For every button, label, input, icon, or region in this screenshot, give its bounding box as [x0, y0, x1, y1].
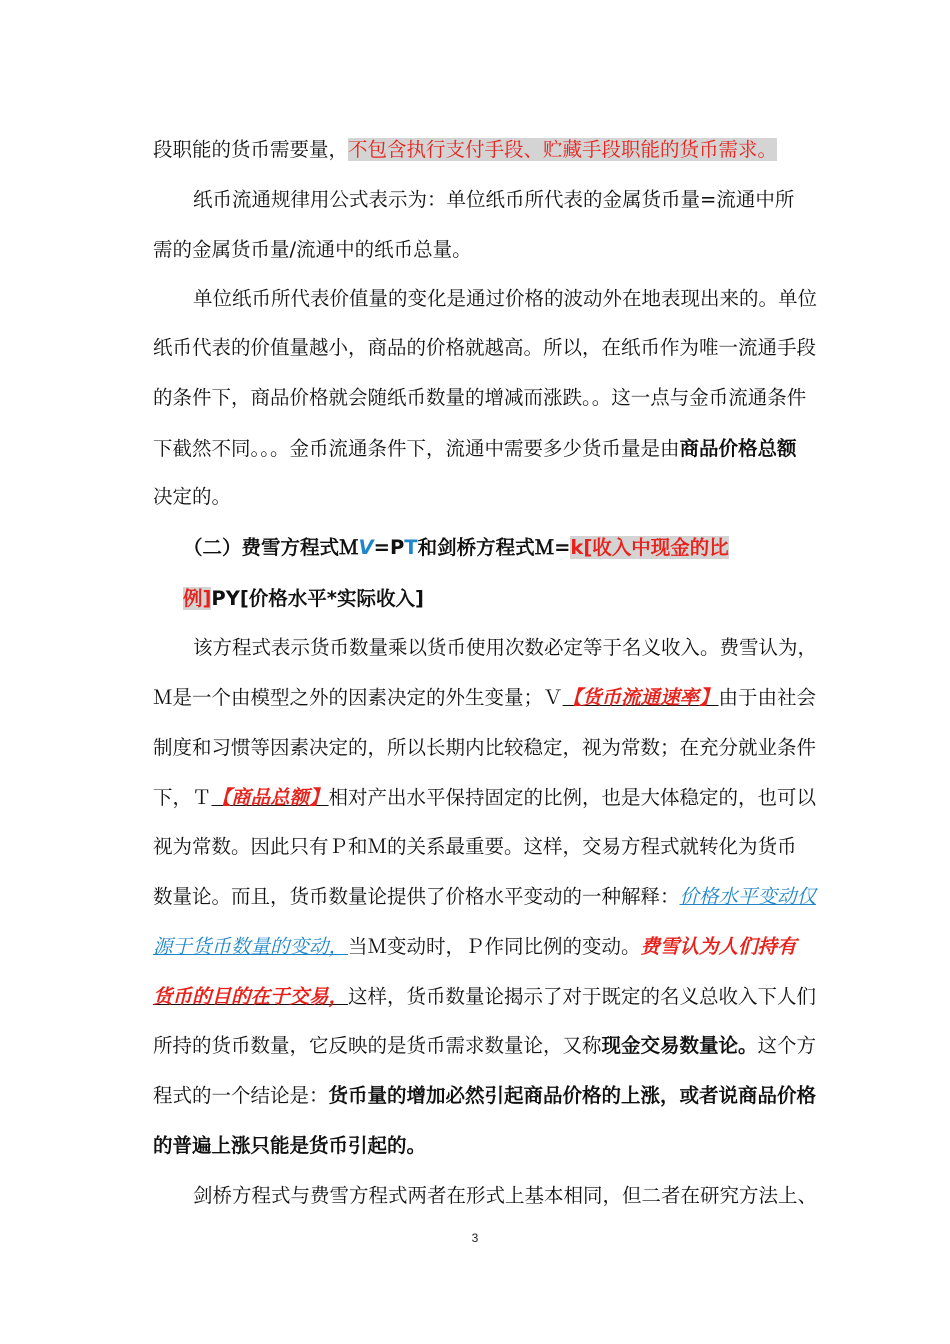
text-run: 程式的一个结论是： — [153, 1084, 329, 1107]
text-run: 的条件下，商品价格就会随纸币数量的增减而涨跌。。这一点与金币流通条件 — [153, 386, 807, 409]
paragraph-start — [193, 633, 853, 663]
text-run: Ｍ是一个由模型之外的因素决定的外生变量；Ｖ — [153, 686, 563, 709]
annotation-text: 【货币流通速率】 — [562, 686, 719, 709]
text-line — [153, 733, 817, 763]
highlighted-heading-text: k[收入中现金的比 — [570, 536, 729, 559]
text-line — [153, 783, 817, 813]
text-line — [153, 383, 813, 413]
text-line — [153, 135, 813, 165]
heading-text: （二）费雪方程式Ｍ — [183, 536, 359, 559]
text-run: 下截然不同。。。金币流通条件下，流通中需要多少货币量是由 — [153, 437, 680, 460]
text-run: 相对产出水平保持固定的比例，也是大体稳定的，也可以 — [328, 786, 817, 809]
text-line — [153, 932, 813, 962]
text-run: 剑桥方程式与费雪方程式两者在形式上基本相同，但二者在研究方法上、 — [193, 1184, 818, 1207]
text-run: 由于由社会 — [718, 686, 817, 709]
text-line — [153, 333, 817, 363]
heading-text: PY[价格水平*实际收入] — [211, 587, 424, 610]
bold-text: 的普遍上涨只能是货币引起的。 — [153, 1134, 427, 1157]
highlighted-heading-text: 例] — [183, 587, 212, 610]
section-heading-cont — [183, 584, 843, 614]
text-line — [153, 1031, 817, 1061]
text-line — [153, 683, 817, 713]
highlighted-text: 不包含执行支付手段、贮藏手段职能的货币需求。 — [348, 138, 778, 161]
text-line — [153, 882, 817, 912]
text-line — [153, 982, 817, 1012]
text-run: 纸币流通规律用公式表示为：单位纸币所代表的金属货币量=流通中所 — [193, 188, 795, 211]
text-run: 决定的。 — [153, 485, 232, 508]
bold-text: 商品价格总额 — [679, 437, 797, 460]
text-run: 视为常数。因此只有Ｐ和Ｍ的关系最重要。这样，交易方程式就转化为货币 — [153, 835, 797, 858]
heading-text: 和剑桥方程式Ｍ= — [417, 536, 571, 559]
bold-text: 货币量的增加必然引起商品价格的上涨，或者说商品价格 — [328, 1084, 817, 1107]
text-run: 这样，货币数量论揭示了对于既定的名义总收入下人们 — [348, 985, 817, 1008]
text-line — [153, 482, 813, 512]
annotation-text: 【商品总额】 — [211, 786, 329, 809]
text-line — [153, 1081, 817, 1111]
page-number: 3 — [471, 1231, 479, 1245]
text-run: 下，Ｔ — [153, 786, 212, 809]
heading-text: =P — [373, 536, 405, 559]
paragraph-start — [193, 1181, 853, 1211]
paragraph-start — [193, 185, 853, 215]
text-run: 所持的货币数量，它反映的是货币需求数量论，又称 — [153, 1034, 602, 1057]
text-line — [153, 832, 813, 862]
text-run: 单位纸币所代表价值量的变化是通过价格的波动外在地表现出来的。单位 — [193, 287, 818, 310]
section-heading — [183, 533, 843, 563]
text-line — [153, 434, 813, 464]
text-run: 该方程式表示货币数量乘以货币使用次数必定等于名义收入。费雪认为， — [193, 636, 818, 659]
text-run: 纸币代表的价值量越小，商品的价格就越高。所以，在纸币作为唯一流通手段 — [153, 336, 817, 359]
heading-v: V — [358, 536, 374, 559]
emphasis-text: 价格水平变动仅 — [679, 885, 817, 908]
text-line — [153, 235, 813, 265]
heading-t: T — [404, 536, 418, 559]
emphasis-text: 源于货币数量的变动， — [153, 935, 349, 958]
text-run: 段职能的货币需要量， — [153, 138, 349, 161]
bold-text: 现金交易数量论。 — [601, 1034, 758, 1057]
text-run: 需的金属货币量/流通中的纸币总量。 — [153, 238, 472, 261]
paragraph-start — [193, 284, 853, 314]
emphasis-red-text: 费雪认为人们持有 — [640, 935, 797, 958]
text-run: 这个方 — [757, 1034, 817, 1057]
text-line — [153, 1131, 813, 1161]
text-run: 当Ｍ变动时，Ｐ作同比例的变动。 — [348, 935, 641, 958]
text-run: 数量论。而且，货币数量论提供了价格水平变动的一种解释： — [153, 885, 680, 908]
text-run: 制度和习惯等因素决定的，所以长期内比较稳定，视为常数；在充分就业条件 — [153, 736, 817, 759]
emphasis-red-text: 货币的目的在于交易， — [153, 985, 349, 1008]
